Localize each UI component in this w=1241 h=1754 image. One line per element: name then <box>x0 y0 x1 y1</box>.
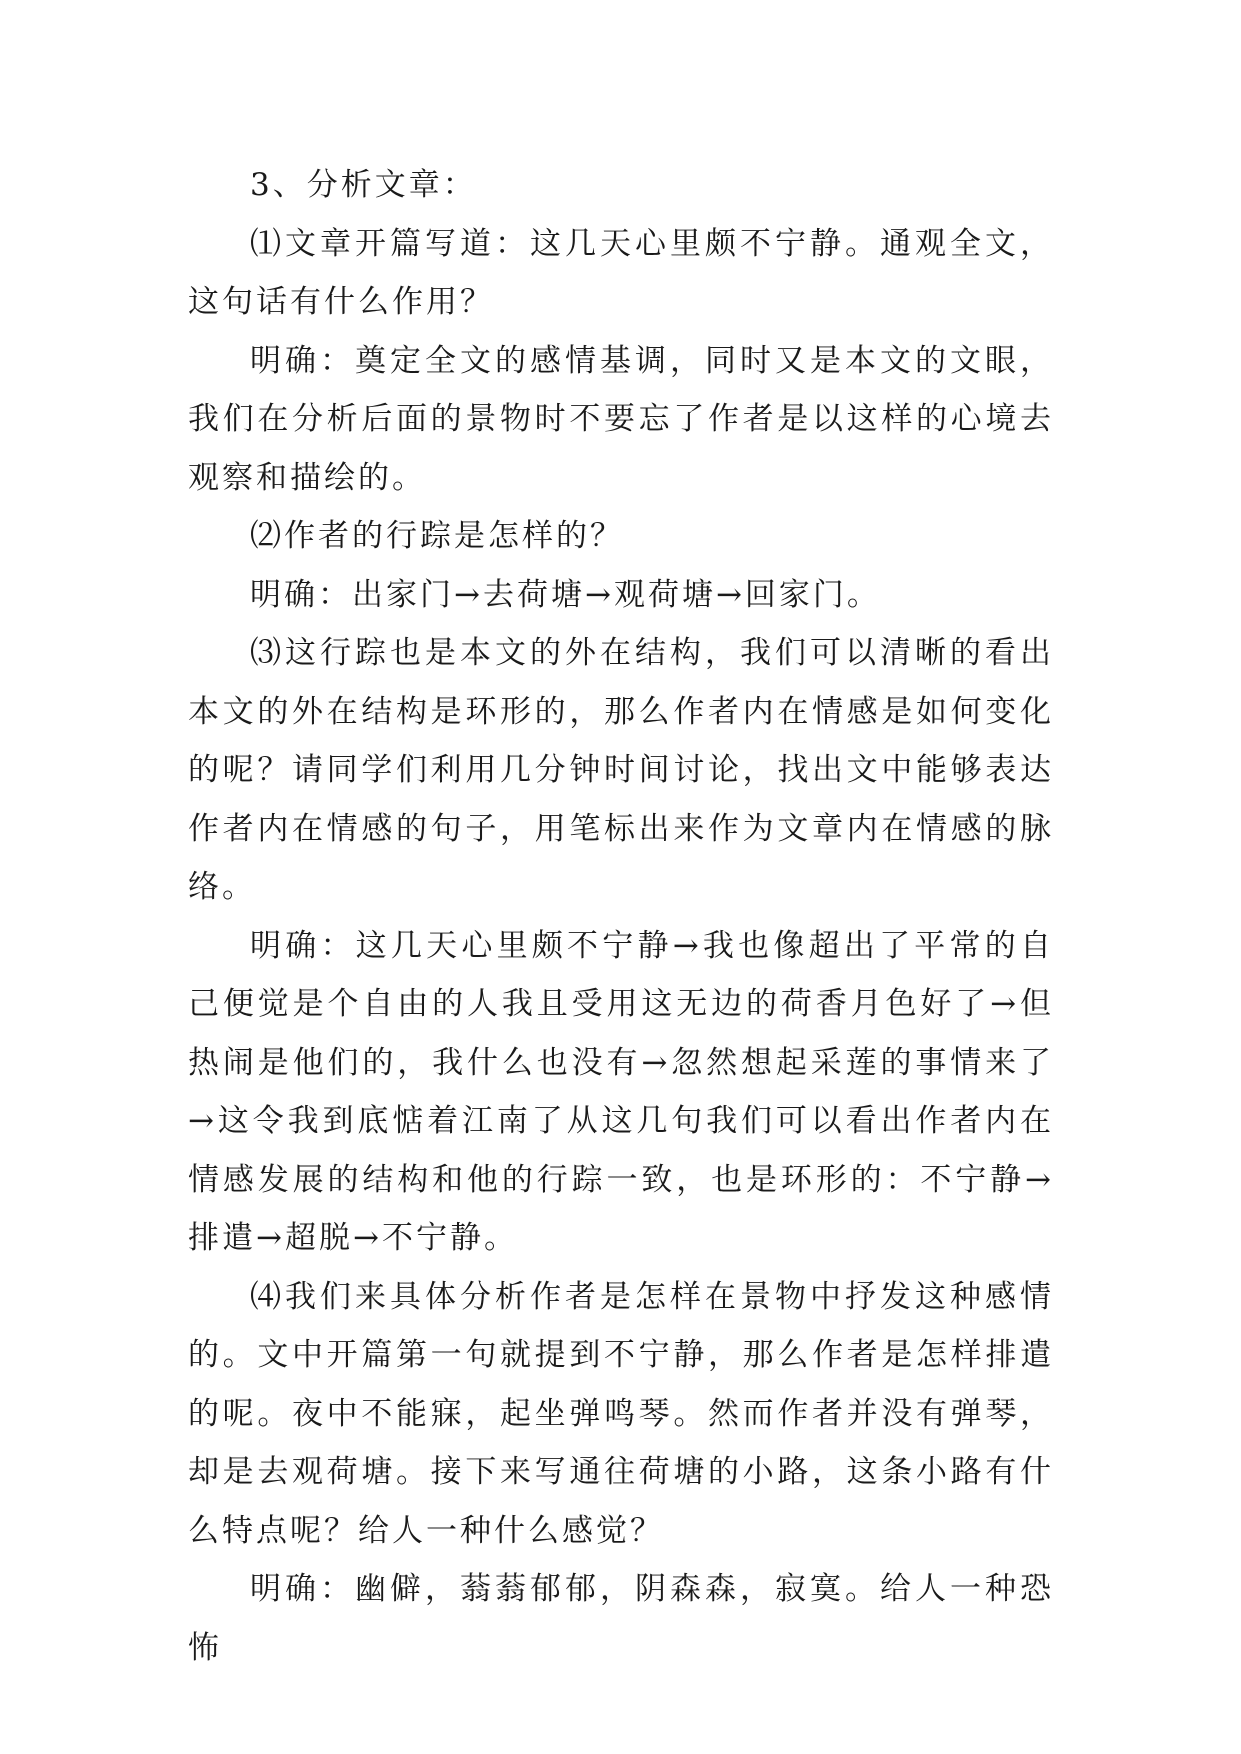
answer-paragraph: 明确：幽僻，蓊蓊郁郁，阴森森，寂寞。给人一种恐怖 <box>188 1571 1054 1666</box>
question-paragraph: ⑵作者的行踪是怎样的？ <box>250 518 624 554</box>
question-paragraph: ⑶这行踪也是本文的外在结构，我们可以清晰的看出本文的外在结构是环形的，那么作者内在情感是如何变化的呢？请同学们利用几分钟时间讨论，找出文中能够表达作者内在情感的句子，用笔标出来作为文章内在情感的脉络。 <box>188 635 1054 905</box>
answer-paragraph: 明确：这几天心里颇不宁静→我也像超出了平常的自己便觉是个自由的人我且受用这无边的荷香月色好了→但热闹是他们的，我什么也没有→忽然想起采莲的事情来了→这令我到底惦着江南了从这几句我们可以看出作者内在情感发展的结构和他的行踪一致，也是环形的：不宁静→排遣→超脱→不宁静。 <box>188 927 1054 1256</box>
section-heading: 3、分析文章： <box>250 167 477 203</box>
question-paragraph: ⑷我们来具体分析作者是怎样在景物中抒发这种感情的。文中开篇第一句就提到不宁静，那么作者是怎样排遣的呢。夜中不能寐，起坐弹鸣琴。然而作者并没有弹琴，却是去观荷塘。接下来写通往荷塘的小路，这条小路有什么特点呢？给人一种什么感觉？ <box>188 1278 1054 1549</box>
document-body <box>188 156 1054 1677</box>
answer-paragraph: 明确：奠定全文的感情基调，同时又是本文的文眼，我们在分析后面的景物时不要忘了作者是以这样的心境去观察和描绘的。 <box>188 342 1054 496</box>
answer-paragraph: 明确：出家门→去荷塘→观荷塘→回家门。 <box>250 576 881 613</box>
question-paragraph: ⑴文章开篇写道：这几天心里颇不宁静。通观全文，这句话有什么作用？ <box>188 225 1054 320</box>
